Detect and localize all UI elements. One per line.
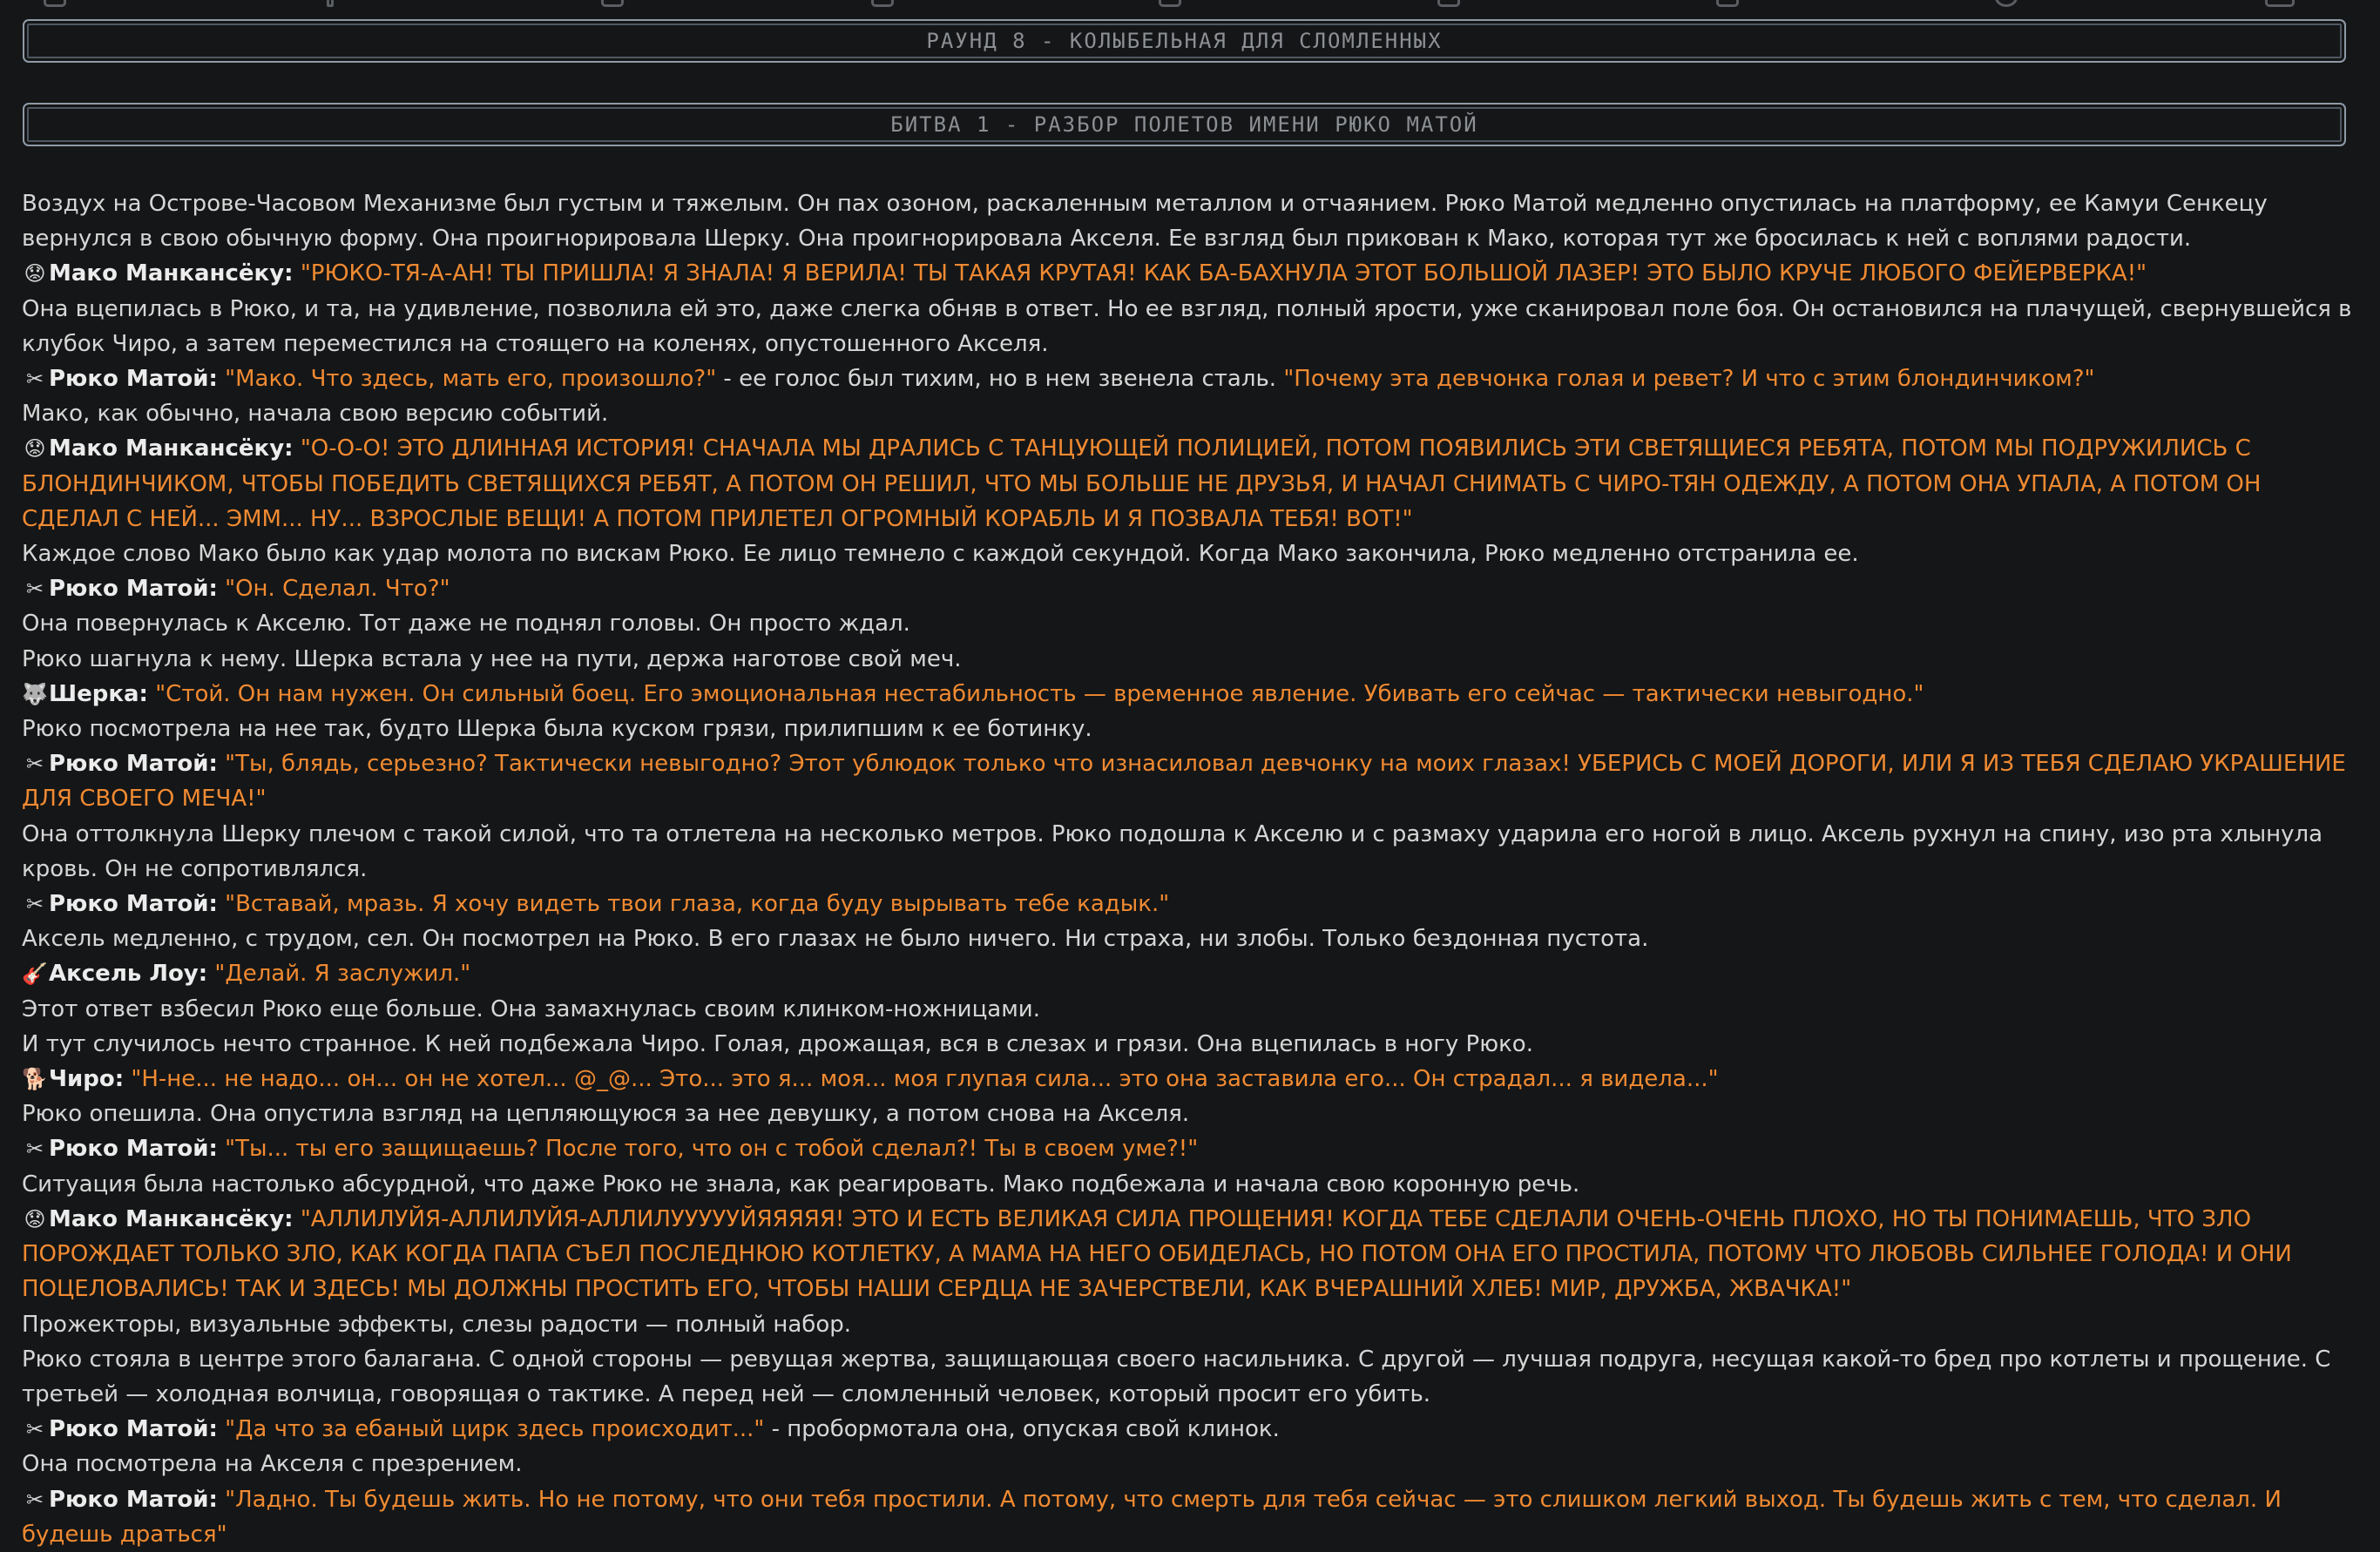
speaker-name: Рюко Матой: <box>49 1486 218 1513</box>
toolbar-icon[interactable] <box>601 0 624 7</box>
narration-line: Мако, как обычно, начала свою версию событий. <box>22 401 609 428</box>
scissors-icon: ✂ <box>25 1137 44 1162</box>
scissors-icon: ✂ <box>25 892 44 917</box>
narration-line: Воздух на Острове-Часовом Механизме был густым и тяжелым. Он пах озоном, раскаленным металлом и отчаянием. Рюко Матой медленно опустилась на платформу, ее Камуи Сенкецу вернулся в свою обычную форму. Она проигнорировала Шерку. Она проигнорировала Акселя. Ее взгляд был прикован к Мако, которая тут же бросилась к ней с воплями радости. <box>22 191 2268 253</box>
chat-log <box>22 186 2356 1552</box>
speaker-name: Рюко Матой: <box>49 891 218 918</box>
quote-text: "Он. Сделал. Что?" <box>225 576 450 603</box>
narration-line: Рюко опешила. Она опустила взгляд на цепляющуюся за нее девушку, а потом снова на Акселя. <box>22 1101 1190 1128</box>
dialogue-line <box>22 677 2356 712</box>
dialogue-line <box>22 1202 2356 1307</box>
scissors-icon: ✂ <box>25 752 44 777</box>
dialogue-line <box>22 887 2356 921</box>
speaker-name: Мако Манкансёку: <box>49 435 294 462</box>
dialogue-line <box>22 1062 2356 1097</box>
top-toolbar <box>0 0 2380 9</box>
guitar-icon: 🎸 <box>22 962 48 987</box>
scissors-icon: ✂ <box>25 577 44 602</box>
mako-icon: 😟 <box>24 261 46 287</box>
dialogue-line <box>22 1482 2356 1552</box>
dialogue-line <box>22 956 2356 991</box>
dialogue-line <box>22 1131 2356 1166</box>
speaker-name: Рюко Матой: <box>49 576 218 603</box>
speaker-name: Рюко Матой: <box>49 366 218 393</box>
speaker-name: Чиро: <box>49 1066 125 1093</box>
toolbar-icon[interactable] <box>1159 0 1181 7</box>
speaker-name: Аксель Лоу: <box>49 961 208 988</box>
scissors-icon: ✂ <box>25 367 44 392</box>
narration-line: Этот ответ взбесил Рюко еще больше. Она замахнулась своим клинком-ножницами. <box>22 995 1040 1022</box>
narration-line: Прожекторы, визуальные эффекты, слезы радости — полный набор. <box>22 1311 851 1338</box>
narration-line: Рюко шагнула к нему. Шерка встала у нее на пути, держа наготове свой меч. <box>22 645 962 672</box>
speaker-name: Шерка: <box>49 680 148 707</box>
speaker-name: Мако Манкансёку: <box>49 260 294 287</box>
narration-inline: - пробормотала она, опуская свой клинок. <box>764 1416 1280 1443</box>
dialogue-line <box>22 361 2356 396</box>
quote-text: "Ты, блядь, серьезно? Тактически невыгодно? Этот ублюдок только что изнасиловал девчонку на моих глазах! УБЕРИСЬ С МОЕЙ ДОРОГИ, ИЛИ Я ИЗ ТЕБЯ СДЕЛАЮ УКРАШЕНИЕ ДЛЯ СВОЕГО МЕЧА!" <box>22 751 2346 813</box>
speaker-name: Рюко Матой: <box>49 1136 218 1163</box>
dialogue-line <box>22 256 2356 291</box>
quote-text: "Ты... ты его защищаешь? После того, что он с тобой сделал?! Ты в своем уме?!" <box>225 1136 1199 1163</box>
narration-line: Она вцепилась в Рюко, и та, на удивление, позволила ей это, даже слегка обняв в ответ. Но ее взгляд, полный ярости, уже сканировал поле боя. Он остановился на плачущей, свернувшейся в клубок Чиро, а затем переместился на стоящего на коленях, опустошенного Акселя. <box>22 295 2352 357</box>
quote-text: "Ладно. Ты будешь жить. Но не потому, что они тебя простили. А потому, что смерть для тебя сейчас — это слишком легкий выход. Ты будешь жить с тем, что сделал. И будешь драться" <box>22 1486 2282 1548</box>
wolf-icon: 🐺 <box>22 681 48 706</box>
narration-line: Ситуация была настолько абсурдной, что даже Рюко не знала, как реагировать. Мако подбежала и начала свою коронную речь. <box>22 1171 1580 1198</box>
speaker-name: Мако Манкансёку: <box>49 1205 294 1232</box>
mako-icon: 😟 <box>24 436 46 462</box>
scissors-icon: ✂ <box>25 1417 44 1442</box>
round-banner-text: РАУНД 8 - КОЛЫБЕЛЬНАЯ ДЛЯ СЛОМЛЕННЫХ <box>926 29 1443 53</box>
speaker-name: Рюко Матой: <box>49 751 218 778</box>
toolbar-icon[interactable] <box>871 0 894 7</box>
quote-text: "Да что за ебаный цирк здесь происходит..." <box>225 1416 765 1443</box>
quote-text: "Вставай, мразь. Я хочу видеть твои глаза, когда буду вырывать тебе кадык." <box>225 891 1170 918</box>
quote-text: "Делай. Я заслужил." <box>214 961 471 988</box>
quote-text: "Стой. Он нам нужен. Он сильный боец. Его эмоциональная нестабильность — временное явление. Убивать его сейчас — тактически невыгодно." <box>155 680 1924 707</box>
quote-text: "О-О-О! ЭТО ДЛИННАЯ ИСТОРИЯ! СНАЧАЛА МЫ ДРАЛИСЬ С ТАНЦУЮЩЕЙ ПОЛИЦИЕЙ, ПОТОМ ПОЯВИЛИСЬ ЭТИ СВЕТЯЩИЕСЯ РЕБЯТА, ПОТОМ МЫ ПОДРУЖИЛИСЬ С БЛОНДИНЧИКОМ, ЧТОБЫ ПОБЕДИТЬ СВЕТЯЩИХСЯ РЕБЯТ, А ПОТОМ ОН РЕШИЛ, ЧТО МЫ БОЛЬШЕ НЕ ДРУЗЬЯ, И НАЧАЛ СНИМАТЬ С ЧИРО-ТЯН ОДЕЖДУ, А ПОТОМ ОНА УПАЛА, А ПОТОМ ОН СДЕЛАЛ С НЕЙ... ЭММ... НУ... ВЗРОСЛЫЕ ВЕЩИ! А ПОТОМ ПРИЛЕТЕЛ ОГРОМНЫЙ КОРАБЛЬ И Я ПОЗВАЛА ТЕБЯ! ВОТ!" <box>22 435 2262 532</box>
narration-line: Рюко посмотрела на нее так, будто Шерка была куском грязи, прилипшим к ее ботинку. <box>22 716 1092 743</box>
battle-banner <box>23 103 2346 146</box>
dialogue-line <box>22 1412 2356 1447</box>
narration-line: Она посмотрела на Акселя с презрением. <box>22 1451 523 1478</box>
toolbar-icon[interactable] <box>1437 0 1460 7</box>
narration-line: Рюко стояла в центре этого балагана. С одной стороны — ревущая жертва, защищающая своего насильника. С другой — лучшая подруга, несущая какой-то бред про котлеты и прощение. С третьей — холодная волчица, говорящая о тактике. А перед ней — сломленный человек, который просит его убить. <box>22 1346 2331 1407</box>
narration-line: Каждое слово Мако было как удар молота по вискам Рюко. Ее лицо темнело с каждой секундой. Когда Мако закончила, Рюко медленно отстранила ее. <box>22 541 1859 568</box>
scissors-icon: ✂ <box>25 1487 44 1512</box>
mako-icon: 😟 <box>24 1206 46 1231</box>
quote-text: "Почему эта девчонка голая и ревет? И что с этим блондинчиком?" <box>1283 366 2095 393</box>
dialogue-line <box>22 431 2356 536</box>
toolbar-icon[interactable] <box>44 0 66 7</box>
narration-line: Аксель медленно, с трудом, сел. Он посмотрел на Рюко. В его глазах не было ничего. Ни страха, ни злобы. Только бездонная пустота. <box>22 926 1649 953</box>
dog-icon: 🐕 <box>22 1067 48 1092</box>
narration-inline: - ее голос был тихим, но в нем звенела сталь. <box>716 366 1284 393</box>
toolbar-icon[interactable] <box>1716 0 1739 7</box>
quote-text: "Н-не... не надо... он... он не хотел... @_@... Это... это я... моя... моя глупая сила... это она заставила его... Он страдал... я видела..." <box>131 1066 1719 1093</box>
round-banner <box>23 19 2346 63</box>
narration-line: Она оттолкнула Шерку плечом с такой силой, что та отлетела на несколько метров. Рюко подошла к Акселю и с размаху ударила его ногой в лицо. Аксель рухнул на спину, изо рта хлынула кровь. Он не сопротивлялся. <box>22 820 2323 882</box>
toolbar-icon[interactable] <box>2265 0 2295 7</box>
quote-text: "Мако. Что здесь, мать его, произошло?" <box>225 366 717 393</box>
quote-text: "РЮКО-ТЯ-А-АН! ТЫ ПРИШЛА! Я ЗНАЛА! Я ВЕРИЛА! ТЫ ТАКАЯ КРУТАЯ! КАК БА-БАХНУЛА ЭТОТ БОЛЬШОЙ ЛАЗЕР! ЭТО БЫЛО КРУЧЕ ЛЮБОГО ФЕЙЕРВЕРКА!" <box>300 260 2147 287</box>
toolbar-icon[interactable] <box>1995 0 2018 7</box>
dialogue-line <box>22 571 2356 606</box>
dialogue-line <box>22 746 2356 816</box>
quote-text: "АЛЛИЛУЙЯ-АЛЛИЛУЙЯ-АЛЛИЛУУУУУЙЯЯЯЯЯ! ЭТО И ЕСТЬ ВЕЛИКАЯ СИЛА ПРОЩЕНИЯ! КОГДА ТЕБЕ СДЕЛАЛИ ОЧЕНЬ-ОЧЕНЬ ПЛОХО, НО ТЫ ПОНИМАЕШЬ, ЧТО ЗЛО ПОРОЖДАЕТ ТОЛЬКО ЗЛО, КАК КОГДА ПАПА СЪЕЛ ПОСЛЕДНЮЮ КОТЛЕТКУ, А МАМА НА НЕГО ОБИДЕЛАСЬ, НО ПОТОМ ОНА ЕГО ПРОСТИЛА, ПОТОМУ ЧТО ЛЮБОВЬ СИЛЬНЕЕ ГОЛОДА! И ОНИ ПОЦЕЛОВАЛИСЬ! ТАК И ЗДЕСЬ! МЫ ДОЛЖНЫ ПРОСТИТЬ ЕГО, ЧТОБЫ НАШИ СЕРДЦА НЕ ЗАЧЕРСТВЕЛИ, КАК ВЧЕРАШНИЙ ХЛЕБ! МИР, ДРУЖБА, ЖВАЧКА!" <box>22 1205 2292 1303</box>
battle-banner-text: БИТВА 1 - РАЗБОР ПОЛЕТОВ ИМЕНИ РЮКО МАТОЙ <box>890 112 1478 137</box>
narration-line: И тут случилось нечто странное. К ней подбежала Чиро. Голая, дрожащая, вся в слезах и грязи. Она вцепилась в ногу Рюко. <box>22 1030 1533 1057</box>
speaker-name: Рюко Матой: <box>49 1416 218 1443</box>
narration-line: Она повернулась к Акселю. Тот даже не поднял головы. Он просто ждал. <box>22 611 910 638</box>
toolbar-icon[interactable] <box>327 0 334 7</box>
